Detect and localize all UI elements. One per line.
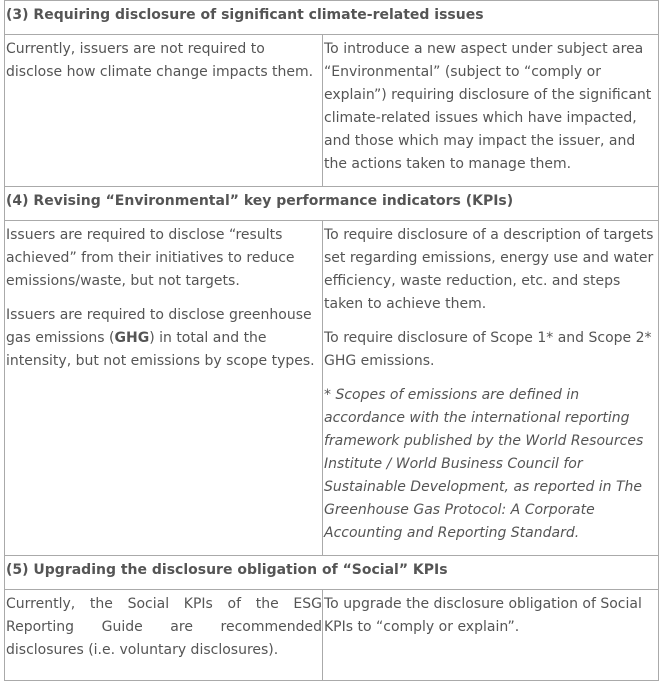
scope-footnote: * Scopes of emissions are defined in accordance with the international reporting framework published by the World Resources Institute / World Business Council for Sustainable Development, as reported in The Greenhouse Gas Protocol: A Corporate Accounting and Reporting Standard. [324, 387, 644, 541]
current-requirement-text: Issuers are required to disclose “results achieved” from their initiatives to reduce emissions/waste, but not targets. [6, 227, 295, 289]
section-heading: (4) Revising “Environmental” key performance indicators (KPIs) [5, 187, 659, 221]
current-requirement-text [6, 304, 322, 373]
section-heading-row [5, 187, 659, 221]
section-heading-row [5, 1, 659, 35]
current-requirement-cell [5, 221, 323, 556]
disclosure-table [4, 0, 659, 681]
section-heading-row [5, 556, 659, 590]
proposal-text: To upgrade the disclosure obligation of Social KPIs to “comply or explain”. [324, 596, 642, 635]
text-fragment: ) in total and the intensity, but not emissions by scope types. [6, 330, 315, 369]
section-row [5, 590, 659, 681]
proposal-cell [323, 35, 659, 187]
current-requirement-cell [5, 590, 323, 681]
proposal-cell [323, 590, 659, 681]
proposal-text: To require disclosure of a description of targets set regarding emissions, energy use and water efficiency, waste reduction, etc. and steps taken to achieve them. [324, 227, 654, 312]
section-heading: (5) Upgrading the disclosure obligation of “Social” KPIs [5, 556, 659, 590]
proposal-cell [323, 221, 659, 556]
ghg-abbreviation: GHG [114, 330, 150, 346]
text-fragment: Issuers are required to disclose greenhouse gas emissions ( [6, 307, 312, 346]
current-requirement-text: Currently, the Social KPIs of the ESG Reporting Guide are recommended disclosures (i.e. voluntary disclosures). [6, 596, 322, 658]
current-requirement-text: Currently, issuers are not required to disclose how climate change impacts them. [6, 41, 314, 80]
section-row [5, 35, 659, 187]
proposal-text: To introduce a new aspect under subject area “Environmental” (subject to “comply or explain”) requiring disclosure of the significant climate-related issues which have impacted, and those which may impact the issuer, and the actions taken to manage them. [324, 41, 652, 172]
proposal-text: To require disclosure of Scope 1* and Scope 2* GHG emissions. [324, 330, 652, 369]
section-row [5, 221, 659, 556]
section-heading: (3) Requiring disclosure of significant climate-related issues [5, 1, 659, 35]
current-requirement-cell [5, 35, 323, 187]
